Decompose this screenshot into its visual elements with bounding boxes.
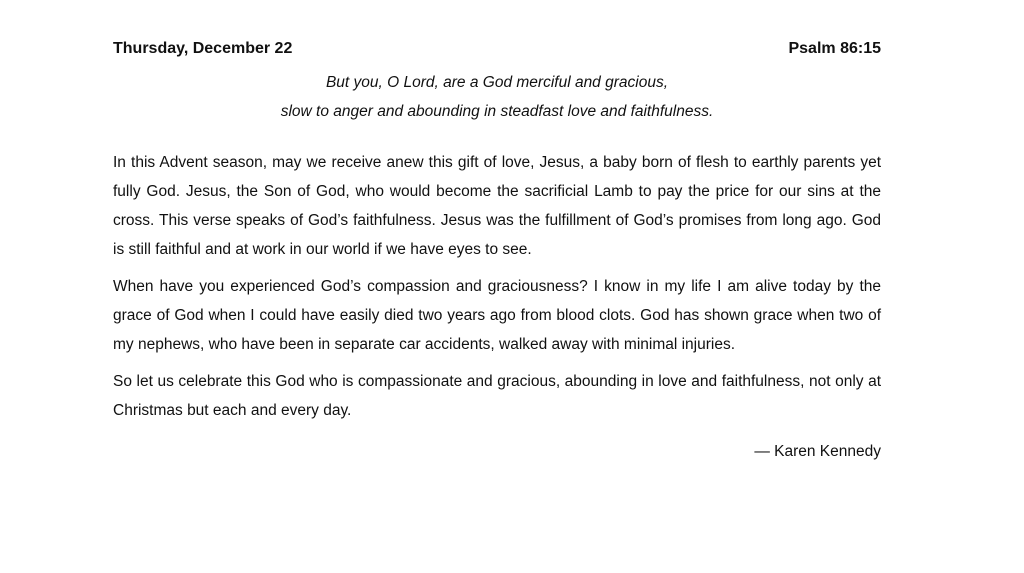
devotional-content	[113, 38, 881, 463]
verse-line-1: But you, O Lord, are a God merciful and gracious,	[325, 74, 669, 91]
devotional-date: Thursday, December 22	[113, 40, 293, 57]
scripture-verse	[113, 68, 881, 126]
scripture-reference: Psalm 86:15	[788, 40, 881, 57]
verse-line-2: slow to anger and abounding in steadfast love and faithfulness.	[280, 103, 714, 120]
devotional-body	[113, 148, 881, 425]
body-paragraph-2: When have you experienced God’s compassion and graciousness? I know in my life I am alive today by the grace of God when I could have easily died two years ago from blood clots. God has shown grace when two of my nephews, who have been in separate car accidents, walked away with minimal injuries.	[113, 278, 881, 353]
body-paragraph-1: In this Advent season, may we receive anew this gift of love, Jesus, a baby born of flesh to earthly parents yet fully God. Jesus, the Son of God, who would become the sacrificial Lamb to pay the price for our sins at the cross. This verse speaks of God’s faithfulness. Jesus was the fulfillment of God’s promises from long ago. God is still faithful and at work in our world if we have eyes to see.	[113, 154, 881, 258]
body-paragraph-3: So let us celebrate this God who is compassionate and gracious, abounding in love and faithfulness, not only at Christmas but each and every day.	[113, 373, 881, 419]
author-signature: — Karen Kennedy	[754, 443, 881, 460]
devotional-header	[113, 38, 881, 60]
